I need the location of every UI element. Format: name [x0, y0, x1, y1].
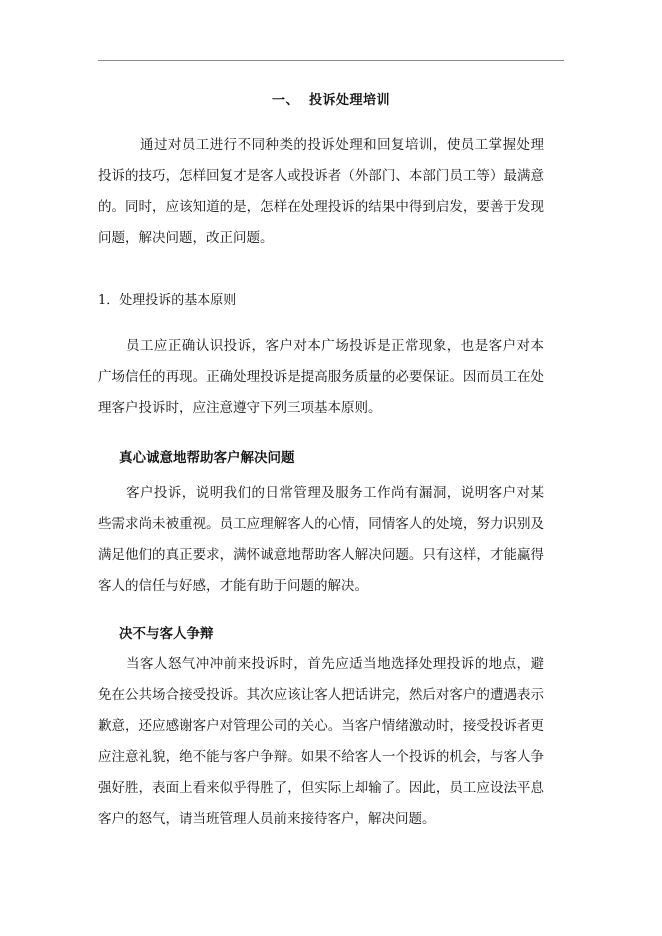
principle-body-2: 当客人怒气冲冲前来投诉时，首先应适当地选择处理投诉的地点，避免在公共场合接受投诉。其次应该让客人把话讲完，然后对客户的遭遇表示歉意，还应感谢客户对管理公司的关心。当客户情绪激动时，接受投诉者更应注意礼貌，绝不能与客户争辩。如果不给客人一个投诉的机会，与客人争强好胜，表面上看来似乎得胜了，但实际上却输了。因此，员工应设法平息客户的怒气，请当班管理人员前来接待客户，解决问题。	[98, 656, 544, 827]
document-heading	[0, 89, 662, 108]
principle-body-1: 客户投诉，说明我们的日常管理及服务工作尚有漏洞，说明客户对某些需求尚未被重视。员工应理解客人的心情，同情客人的处境，努力识别及满足他们的真正要求，满怀诚意地帮助客人解决问题。只有这样，才能赢得客人的信任与好感，才能有助于问题的解决。	[98, 485, 544, 594]
section-body: 员工应正确认识投诉，客户对本广场投诉是正常现象，也是客户对本广场信任的再现。正确处理投诉是提高服务质量的必要保证。因而员工在处理客户投诉时，应注意遵守下列三项基本原则。	[98, 338, 544, 416]
heading-number: 一、	[271, 93, 299, 108]
intro-paragraph: 通过对员工进行不同种类的投诉处理和回复培训，使员工掌握处理投诉的技巧，怎样回复才是客人或投诉者（外部门、本部门员工等）最满意的。同时，应该知道的是，怎样在处理投诉的结果中得到启发，要善于发现问题，解决问题，改正问题。	[98, 137, 544, 246]
heading-title: 投诉处理培训	[309, 93, 391, 108]
header-rule	[98, 60, 564, 61]
section-title: 1．处理投诉的基本原则	[98, 293, 237, 308]
principle-title-2: 决不与客人争辩	[119, 626, 214, 642]
principle-title-1: 真心诚意地帮助客户解决问题	[119, 450, 295, 466]
